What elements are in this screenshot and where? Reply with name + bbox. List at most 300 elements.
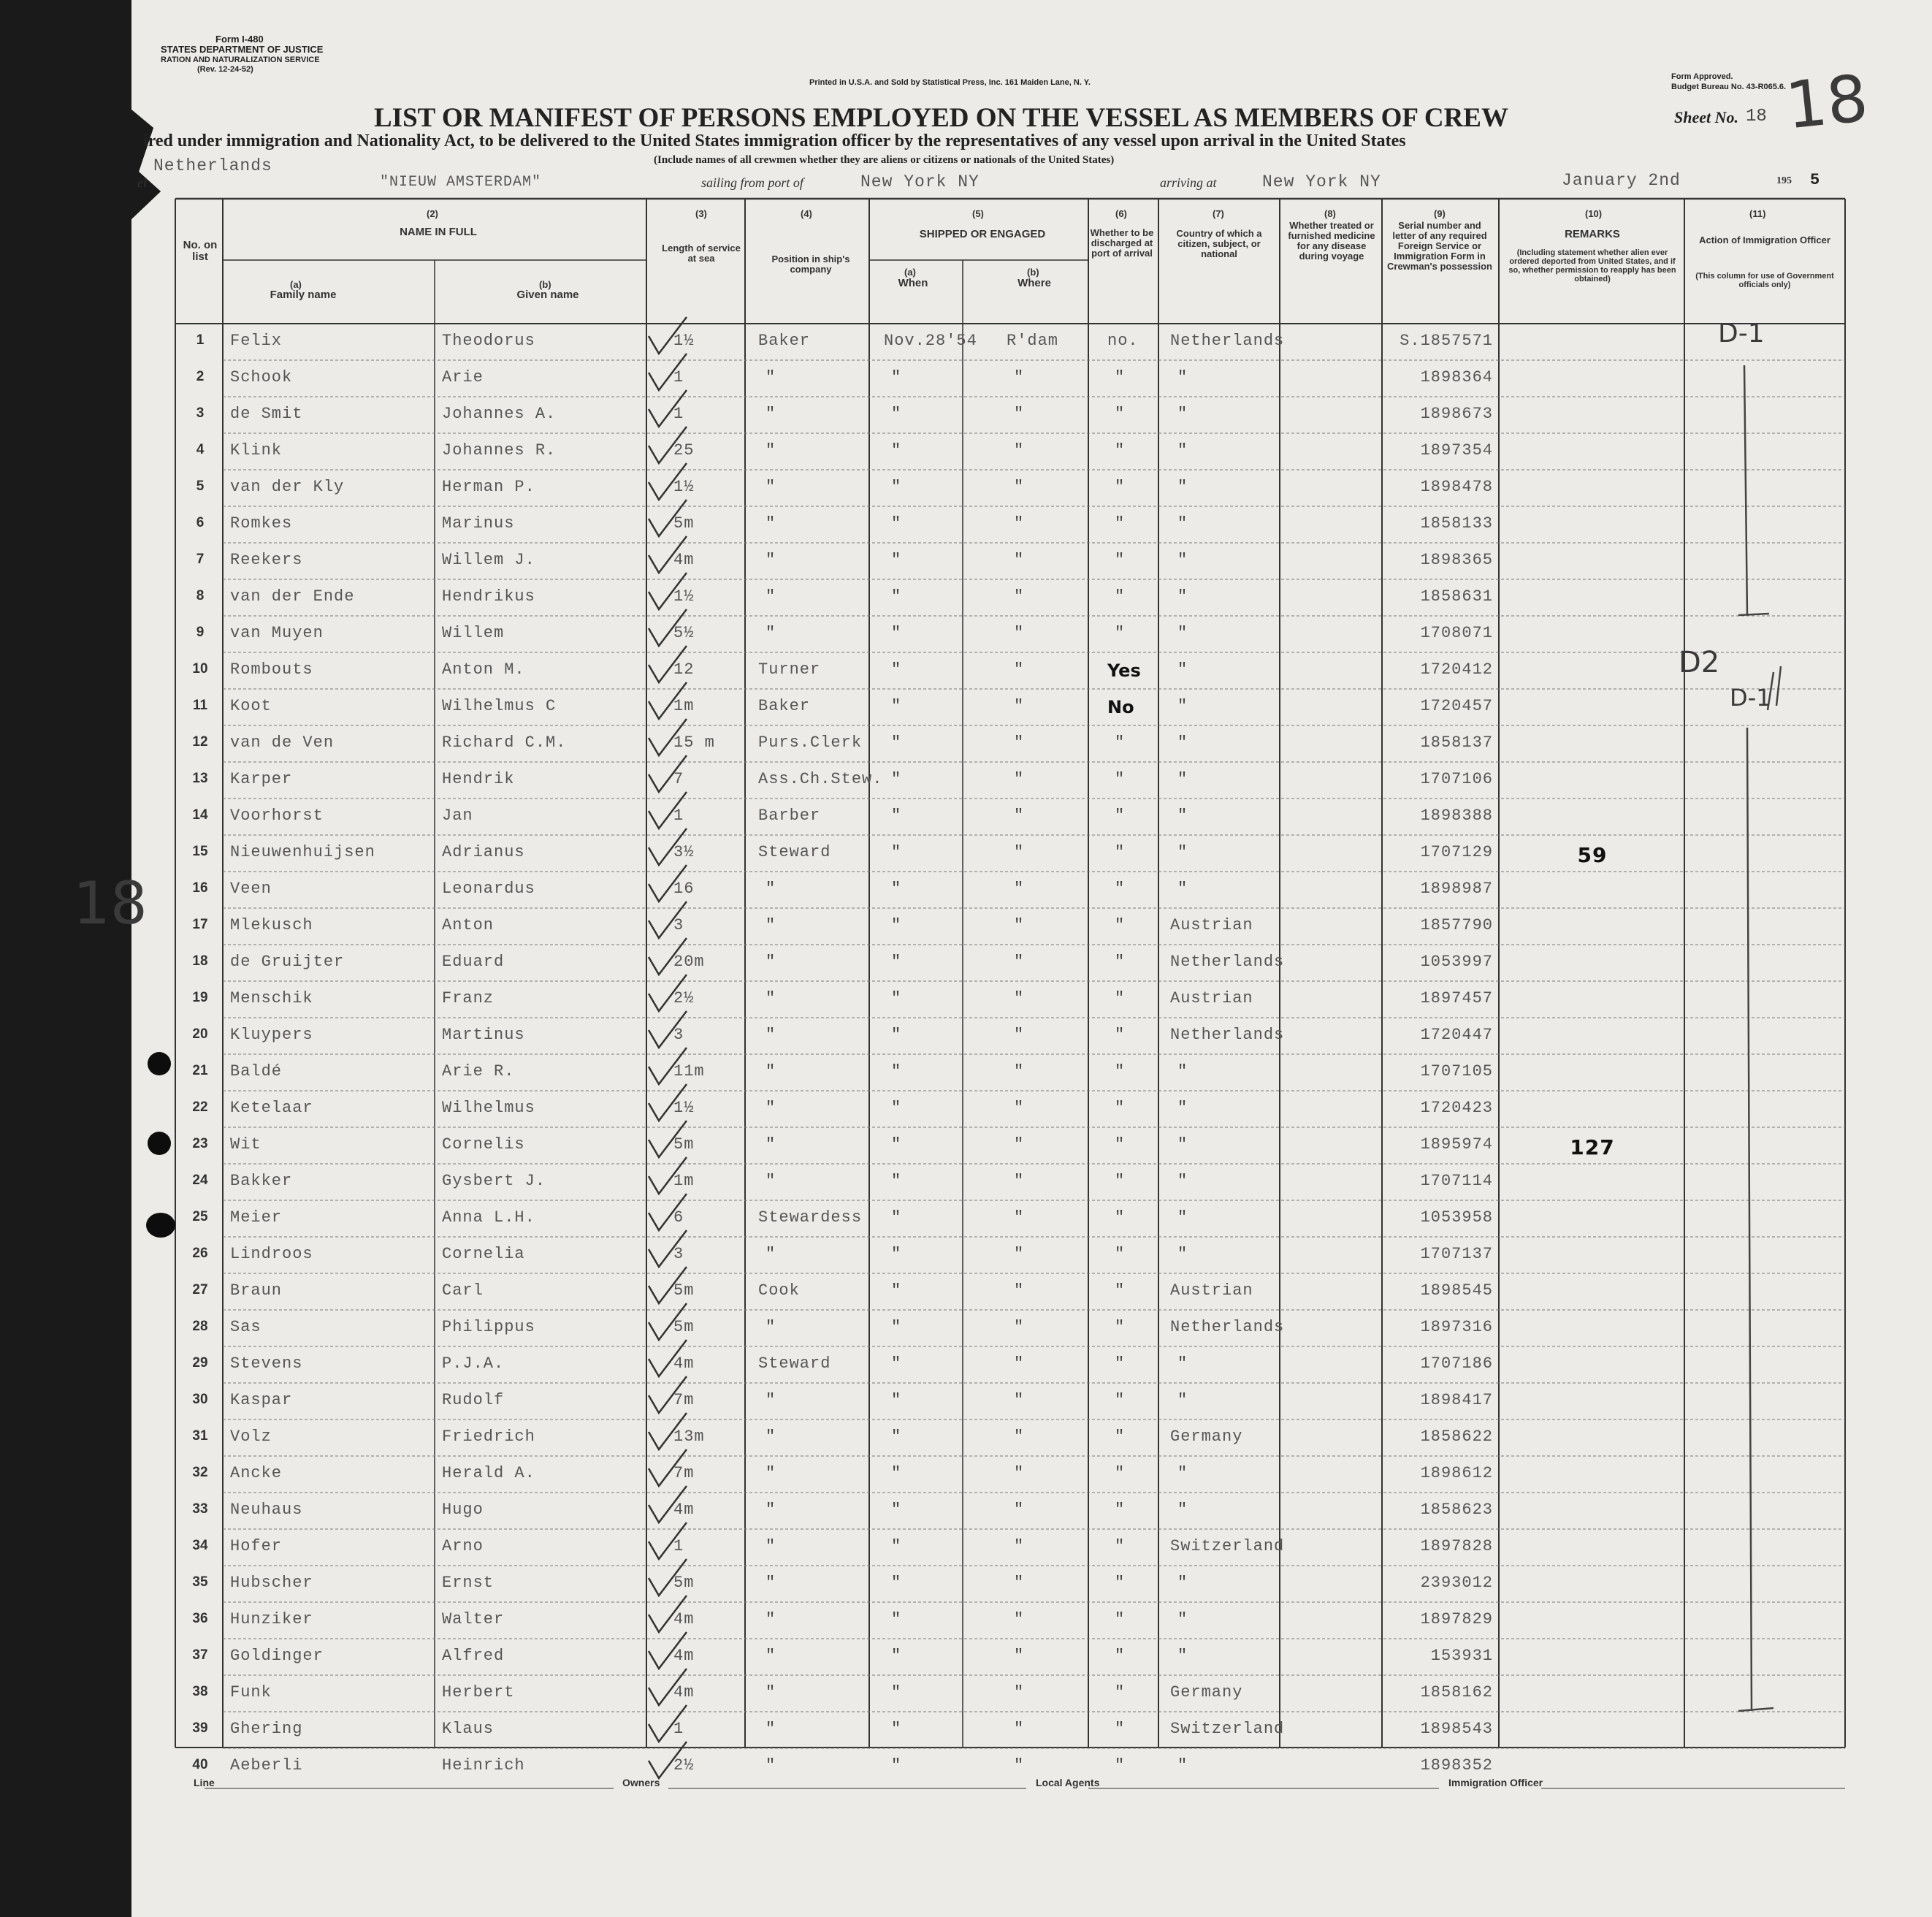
cell-position: " xyxy=(765,1428,776,1446)
cell-when: " xyxy=(891,1208,901,1227)
cell-family: Hubscher xyxy=(230,1574,313,1592)
cell-where: " xyxy=(1014,843,1024,861)
cell-length: 1½ xyxy=(673,1099,695,1117)
cell-country: " xyxy=(1177,843,1188,861)
cell-discharged: " xyxy=(1115,1318,1125,1336)
footer-agents: Local Agents xyxy=(1036,1777,1100,1788)
cell-given: Jan xyxy=(442,807,473,825)
approval-2: Budget Bureau No. 43-R065.6. xyxy=(1671,83,1787,91)
cell-position: " xyxy=(765,1464,776,1482)
cell-serial: 1898388 xyxy=(1420,807,1493,825)
cell-length: 5m xyxy=(673,514,695,533)
footer-officer: Immigration Officer xyxy=(1448,1777,1543,1788)
cell-length: 4m xyxy=(673,551,695,569)
cell-position: " xyxy=(765,1574,776,1592)
cell-discharged: " xyxy=(1115,989,1125,1007)
row-number: 29 xyxy=(192,1355,208,1371)
arrival-date: January 2nd xyxy=(1562,171,1681,190)
cell-serial: 1898352 xyxy=(1420,1756,1493,1775)
cell-where: " xyxy=(1014,1610,1024,1628)
cell-length: 4m xyxy=(673,1610,695,1628)
manifest-sheet xyxy=(73,0,1932,1917)
cell-family: Ghering xyxy=(230,1720,303,1738)
cell-country: Germany xyxy=(1170,1428,1243,1446)
cell-country: " xyxy=(1177,1574,1188,1592)
cell-given: Anton xyxy=(442,916,495,934)
footer-owners: Owners xyxy=(622,1777,660,1788)
department: STATES DEPARTMENT OF JUSTICE xyxy=(161,44,324,55)
cell-country: Switzerland xyxy=(1170,1720,1285,1738)
punch-hole xyxy=(146,1213,175,1238)
punch-hole xyxy=(148,1052,171,1075)
cell-where: " xyxy=(1014,1318,1024,1336)
cell-family: Bakker xyxy=(230,1172,293,1190)
row-number: 40 xyxy=(192,1757,208,1772)
col8-header: Whether treated or furnished medicine for any disease during voyage xyxy=(1288,220,1375,262)
cell-length: 3½ xyxy=(673,843,695,861)
cell-position: " xyxy=(765,514,776,533)
row-number: 3 xyxy=(196,405,205,421)
col2-header: NAME IN FULL xyxy=(400,226,477,238)
cell-when: " xyxy=(891,514,901,533)
cell-country: " xyxy=(1177,1501,1188,1519)
cell-length: 1m xyxy=(673,1172,695,1190)
col9-num: (9) xyxy=(1434,208,1446,219)
cell-position: Baker xyxy=(758,697,811,715)
cell-given: Cornelis xyxy=(442,1135,525,1154)
row-number: 35 xyxy=(192,1574,208,1590)
cell-where: " xyxy=(1014,1647,1024,1665)
cell-family: van der Kly xyxy=(230,478,345,496)
cell-discharged: " xyxy=(1115,916,1125,934)
cell-when: " xyxy=(891,1099,901,1117)
cell-when: " xyxy=(891,1354,901,1373)
cell-country: " xyxy=(1177,880,1188,898)
col7-header: Country of which a citizen, subject, or national xyxy=(1176,228,1262,259)
cell-country: " xyxy=(1177,624,1188,642)
cell-where: " xyxy=(1014,880,1024,898)
cell-family: Romkes xyxy=(230,514,293,533)
cell-when: " xyxy=(891,1574,901,1592)
col7-num: (7) xyxy=(1213,208,1224,219)
cell-country: " xyxy=(1177,660,1188,679)
cell-family: Lindroos xyxy=(230,1245,313,1263)
cell-position: Baker xyxy=(758,332,811,350)
cell-family: Mlekusch xyxy=(230,916,313,934)
cell-serial: 1720412 xyxy=(1420,660,1493,679)
row-number: 8 xyxy=(196,588,205,603)
row-number: 16 xyxy=(192,880,208,896)
row-number: 26 xyxy=(192,1246,208,1261)
cell-length: 4m xyxy=(673,1354,695,1373)
row-number: 36 xyxy=(192,1611,208,1626)
cell-when: " xyxy=(891,843,901,861)
cell-country: " xyxy=(1177,368,1188,386)
cell-serial: 1897457 xyxy=(1420,989,1493,1007)
cell-discharged: " xyxy=(1115,1135,1125,1154)
cell-serial: 1707137 xyxy=(1420,1245,1493,1263)
cell-when: " xyxy=(891,1391,901,1409)
sheet-number: 18 xyxy=(1746,107,1767,126)
row-number: 25 xyxy=(192,1209,208,1224)
cell-serial: 1895974 xyxy=(1420,1135,1493,1154)
cell-length: 1m xyxy=(673,697,695,715)
cell-where: " xyxy=(1014,478,1024,496)
cell-when: Nov.28'54 xyxy=(884,332,977,350)
cell-serial: 1858162 xyxy=(1420,1683,1493,1701)
cell-given: Willem J. xyxy=(442,551,535,569)
cell-family: Ancke xyxy=(230,1464,283,1482)
cell-country: Austrian xyxy=(1170,989,1253,1007)
cell-country: " xyxy=(1177,1756,1188,1775)
cell-position: " xyxy=(765,1610,776,1628)
cell-where: " xyxy=(1014,733,1024,752)
cell-given: Alfred xyxy=(442,1647,505,1665)
cell-given: Hugo xyxy=(442,1501,484,1519)
cell-length: 1 xyxy=(673,807,684,825)
cell-family: Reekers xyxy=(230,551,303,569)
row-number: 30 xyxy=(192,1392,208,1407)
row-number: 21 xyxy=(192,1063,208,1078)
cell-position: " xyxy=(765,1062,776,1081)
cell-country: Netherlands xyxy=(1170,1026,1285,1044)
cell-serial: 1898543 xyxy=(1420,1720,1493,1738)
cell-when: " xyxy=(891,1318,901,1336)
col5-header: SHIPPED OR ENGAGED xyxy=(919,228,1046,240)
revision: (Rev. 12-24-52) xyxy=(197,65,253,74)
cell-position: " xyxy=(765,405,776,423)
cell-discharged: No xyxy=(1107,697,1134,717)
cell-position: " xyxy=(765,1683,776,1701)
cell-position: " xyxy=(765,1245,776,1263)
cell-country: " xyxy=(1177,1062,1188,1081)
cell-discharged: " xyxy=(1115,478,1125,496)
cell-when: " xyxy=(891,587,901,606)
cell-length: 1½ xyxy=(673,587,695,606)
cell-length: 6 xyxy=(673,1208,684,1227)
cell-where: " xyxy=(1014,1062,1024,1081)
cell-discharged: " xyxy=(1115,953,1125,971)
subtitle-note: (Include names of all crewmen whether they are aliens or citizens or nationals of the United States) xyxy=(654,154,1115,166)
cell-given: Arno xyxy=(442,1537,484,1555)
cell-where: " xyxy=(1014,1428,1024,1446)
col5b-num: (b) xyxy=(1027,267,1039,278)
cell-discharged: Yes xyxy=(1107,660,1141,681)
col3-num: (3) xyxy=(695,208,707,219)
port-to: New York NY xyxy=(1262,172,1381,191)
cell-when: " xyxy=(891,1537,901,1555)
cell-serial: 1707186 xyxy=(1420,1354,1493,1373)
cell-when: " xyxy=(891,1720,901,1738)
cell-position: " xyxy=(765,441,776,460)
action-d2: D2 xyxy=(1679,646,1720,679)
cell-family: Felix xyxy=(230,332,283,350)
cell-family: Funk xyxy=(230,1683,272,1701)
cell-when: " xyxy=(891,1501,901,1519)
cell-family: Nieuwenhuijsen xyxy=(230,843,375,861)
cell-discharged: " xyxy=(1115,624,1125,642)
cell-serial: 1858133 xyxy=(1420,514,1493,533)
cell-where: " xyxy=(1014,770,1024,788)
cell-family: Wit xyxy=(230,1135,261,1154)
cell-family: Koot xyxy=(230,697,272,715)
cell-given: Herman P. xyxy=(442,478,535,496)
cell-given: Hendrikus xyxy=(442,587,535,606)
row-number: 13 xyxy=(192,771,208,786)
cell-length: 1 xyxy=(673,405,684,423)
cell-serial: 1898545 xyxy=(1420,1281,1493,1300)
cell-when: " xyxy=(891,1683,901,1701)
cell-given: Eduard xyxy=(442,953,505,971)
cell-length: 5m xyxy=(673,1135,695,1154)
cell-country: " xyxy=(1177,441,1188,460)
cell-position: " xyxy=(765,1720,776,1738)
cell-length: 4m xyxy=(673,1683,695,1701)
col6-num: (6) xyxy=(1115,208,1127,219)
cell-length: 5m xyxy=(673,1318,695,1336)
cell-length: 20m xyxy=(673,953,705,971)
cell-discharged: " xyxy=(1115,1391,1125,1409)
cell-discharged: " xyxy=(1115,1647,1125,1665)
action-d1: D-1 xyxy=(1730,684,1771,712)
cell-serial: 1898365 xyxy=(1420,551,1493,569)
cell-where: " xyxy=(1014,1574,1024,1592)
cell-family: van der Ende xyxy=(230,587,355,606)
cell-position: Steward xyxy=(758,1354,831,1373)
cell-length: 1 xyxy=(673,368,684,386)
row-number: 38 xyxy=(192,1684,208,1699)
row-number: 17 xyxy=(192,917,208,932)
cell-where: " xyxy=(1014,1756,1024,1775)
cell-given: Anton M. xyxy=(442,660,525,679)
col2-num: (2) xyxy=(427,208,438,219)
cell-length: 16 xyxy=(673,880,695,898)
cell-family: Sas xyxy=(230,1318,261,1336)
row-number: 33 xyxy=(192,1501,208,1517)
cell-where: " xyxy=(1014,989,1024,1007)
cell-when: " xyxy=(891,1428,901,1446)
cell-position: " xyxy=(765,989,776,1007)
col10-num: (10) xyxy=(1585,208,1603,219)
cell-where: " xyxy=(1014,807,1024,825)
cell-country: Austrian xyxy=(1170,1281,1253,1300)
col11-num: (11) xyxy=(1749,208,1766,219)
margin-number: 18 xyxy=(73,869,148,937)
cell-serial: 1707105 xyxy=(1420,1062,1493,1081)
sheet-number-handwritten: 18 xyxy=(1782,60,1872,144)
cell-given: Heinrich xyxy=(442,1756,525,1775)
cell-position: Barber xyxy=(758,807,821,825)
cell-country: Switzerland xyxy=(1170,1537,1285,1555)
cell-given: Willem xyxy=(442,624,505,642)
cell-where: " xyxy=(1014,1099,1024,1117)
year-prefix: 195 xyxy=(1776,175,1792,186)
cell-family: Karper xyxy=(230,770,293,788)
cell-serial: 1720457 xyxy=(1420,697,1493,715)
cell-where: " xyxy=(1014,1501,1024,1519)
cell-discharged: " xyxy=(1115,843,1125,861)
cell-where: " xyxy=(1014,587,1024,606)
cell-serial: 1708071 xyxy=(1420,624,1493,642)
cell-given: Klaus xyxy=(442,1720,495,1738)
footer-line: Line xyxy=(194,1777,215,1788)
cell-when: " xyxy=(891,1135,901,1154)
cell-serial: 1897828 xyxy=(1420,1537,1493,1555)
cell-given: Anna L.H. xyxy=(442,1208,535,1227)
cell-family: Braun xyxy=(230,1281,283,1300)
cell-where: " xyxy=(1014,514,1024,533)
cell-position: Steward xyxy=(758,843,831,861)
cell-given: Wilhelmus xyxy=(442,1099,535,1117)
cell-when: " xyxy=(891,405,901,423)
cell-when: " xyxy=(891,953,901,971)
cell-family: Rombouts xyxy=(230,660,313,679)
cell-given: Herbert xyxy=(442,1683,515,1701)
cell-when: " xyxy=(891,1026,901,1044)
cell-position: " xyxy=(765,1026,776,1044)
cell-family: Goldinger xyxy=(230,1647,324,1665)
cell-discharged: " xyxy=(1115,1172,1125,1190)
cell-given: Marinus xyxy=(442,514,515,533)
row-number: 4 xyxy=(196,442,205,457)
cell-when: " xyxy=(891,697,901,715)
row-number: 15 xyxy=(192,844,208,859)
cell-given: Hendrik xyxy=(442,770,515,788)
cell-country: " xyxy=(1177,807,1188,825)
cell-when: " xyxy=(891,1245,901,1263)
cell-where: " xyxy=(1014,551,1024,569)
cell-serial: 1897829 xyxy=(1420,1610,1493,1628)
cell-country: " xyxy=(1177,1610,1188,1628)
cell-position: Stewardess xyxy=(758,1208,863,1227)
cell-when: " xyxy=(891,916,901,934)
cell-discharged: " xyxy=(1115,770,1125,788)
cell-where: " xyxy=(1014,1354,1024,1373)
cell-family: Klink xyxy=(230,441,283,460)
cell-when: " xyxy=(891,770,901,788)
cell-country: " xyxy=(1177,1391,1188,1409)
cell-serial: 1898478 xyxy=(1420,478,1493,496)
cell-length: 5m xyxy=(673,1281,695,1300)
col11-note: (This column for use of Government officials only) xyxy=(1695,272,1834,289)
cell-discharged: " xyxy=(1115,514,1125,533)
cell-serial: 1707129 xyxy=(1420,843,1493,861)
cell-when: " xyxy=(891,1610,901,1628)
year-suffix: 5 xyxy=(1810,171,1820,189)
cell-position: " xyxy=(765,880,776,898)
cell-given: Leonardus xyxy=(442,880,535,898)
cell-family: Voorhorst xyxy=(230,807,324,825)
cell-serial: 1707106 xyxy=(1420,770,1493,788)
col5a-num: (a) xyxy=(904,267,916,278)
row-number: 1 xyxy=(196,332,205,348)
cell-position: " xyxy=(765,1647,776,1665)
cell-family: Neuhaus xyxy=(230,1501,303,1519)
cell-family: Schook xyxy=(230,368,293,386)
col5-num: (5) xyxy=(972,208,984,219)
cell-where: " xyxy=(1014,1464,1024,1482)
cell-discharged: " xyxy=(1115,1208,1125,1227)
cell-discharged: " xyxy=(1115,1245,1125,1263)
cell-serial: 1053958 xyxy=(1420,1208,1493,1227)
cell-when: " xyxy=(891,880,901,898)
cell-position: " xyxy=(765,1756,776,1775)
cell-country: " xyxy=(1177,1354,1188,1373)
cell-when: " xyxy=(891,989,901,1007)
cell-country: " xyxy=(1177,733,1188,752)
cell-length: 5m xyxy=(673,1574,695,1592)
cell-given: Franz xyxy=(442,989,495,1007)
cell-when: " xyxy=(891,1756,901,1775)
cell-given: Richard C.M. xyxy=(442,733,567,752)
row-number: 11 xyxy=(192,698,208,713)
cell-where: " xyxy=(1014,697,1024,715)
cell-discharged: " xyxy=(1115,733,1125,752)
cell-serial: 1897316 xyxy=(1420,1318,1493,1336)
cell-country: Netherlands xyxy=(1170,1318,1285,1336)
cell-family: Stevens xyxy=(230,1354,303,1373)
cell-where: " xyxy=(1014,1281,1024,1300)
cell-family: Aeberli xyxy=(230,1756,303,1775)
cell-serial: 1857790 xyxy=(1420,916,1493,934)
cell-where: " xyxy=(1014,953,1024,971)
cell-length: 1 xyxy=(673,1537,684,1555)
cell-when: " xyxy=(891,368,901,386)
cell-length: 4m xyxy=(673,1647,695,1665)
cell-discharged: " xyxy=(1115,441,1125,460)
cell-where: " xyxy=(1014,1537,1024,1555)
col5a-header: When xyxy=(898,277,928,289)
cell-where: " xyxy=(1014,441,1024,460)
cell-family: de Smit xyxy=(230,405,303,423)
cell-length: 13m xyxy=(673,1428,705,1446)
cell-position: " xyxy=(765,551,776,569)
cell-position: " xyxy=(765,1099,776,1117)
cell-when: " xyxy=(891,624,901,642)
cell-given: Friedrich xyxy=(442,1428,535,1446)
col2b-header: Given name xyxy=(516,289,579,301)
cell-position: " xyxy=(765,1391,776,1409)
cell-serial: 1898987 xyxy=(1420,880,1493,898)
cell-discharged: " xyxy=(1115,368,1125,386)
cell-country: Austrian xyxy=(1170,916,1253,934)
cell-discharged: " xyxy=(1115,1574,1125,1592)
col4-header: Position in ship's company xyxy=(771,254,850,275)
row-number: 28 xyxy=(192,1319,208,1334)
cell-discharged: " xyxy=(1115,405,1125,423)
cell-length: 15 m xyxy=(673,733,715,752)
row-number: 9 xyxy=(196,625,205,640)
col10-note: (Including statement whether alien ever ordered deported from United States, and if so, whether permission to reapply has been obtained) xyxy=(1508,248,1676,283)
port-from: New York NY xyxy=(860,172,980,191)
cell-length: 3 xyxy=(673,1245,684,1263)
cell-serial: S.1857571 xyxy=(1400,332,1493,350)
row-number: 37 xyxy=(192,1647,208,1663)
cell-where: " xyxy=(1014,1245,1024,1263)
action-d1-top: D-1 xyxy=(1718,319,1765,348)
cell-when: " xyxy=(891,1062,901,1081)
col2a-header: Family name xyxy=(270,289,337,301)
cell-position: " xyxy=(765,1135,776,1154)
cell-serial: 1898417 xyxy=(1420,1391,1493,1409)
cell-serial: 1898612 xyxy=(1420,1464,1493,1482)
col5b-header: Where xyxy=(1017,277,1051,289)
cell-length: 3 xyxy=(673,1026,684,1044)
cell-length: 1½ xyxy=(673,332,695,350)
cell-given: Adrianus xyxy=(442,843,525,861)
cell-length: 3 xyxy=(673,916,684,934)
cell-country: " xyxy=(1177,551,1188,569)
